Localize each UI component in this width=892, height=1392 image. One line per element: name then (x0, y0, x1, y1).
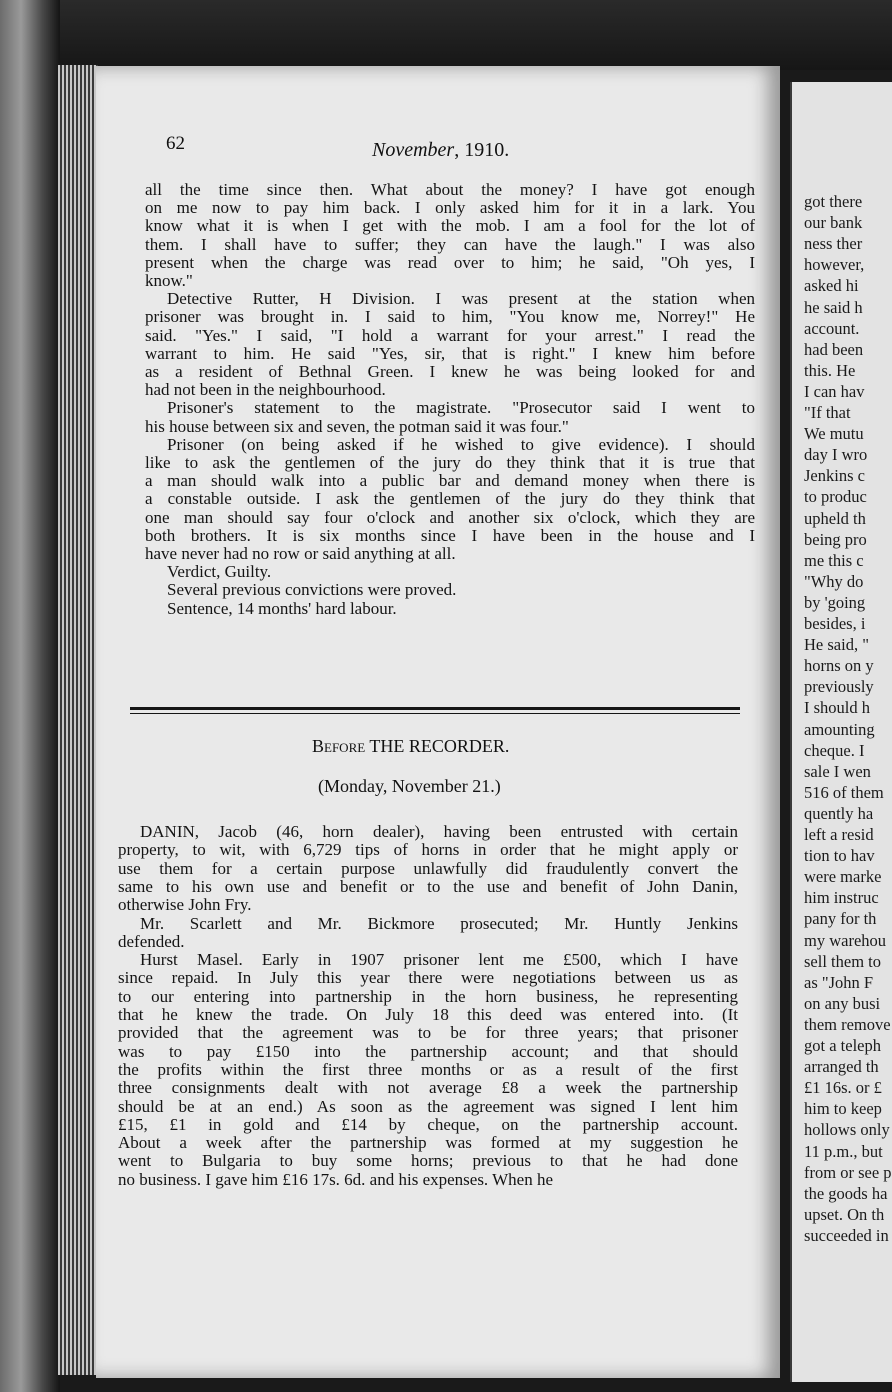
top-line: Verdict, Guilty. (167, 562, 272, 582)
scan-left-border (0, 0, 60, 1392)
section-heading (312, 736, 509, 757)
running-head (372, 139, 509, 162)
page-number: 62 (166, 133, 185, 154)
facing-page-line: him instruc (804, 888, 879, 908)
top-line: had not been in the neighbourhood. (145, 380, 386, 400)
bottom-line: the profits within the first three months or as a result of the first (118, 1059, 738, 1079)
top-line: both brothers. It is six months since I have been in the house and I (145, 525, 755, 545)
facing-page-line: sale I wen (804, 761, 871, 781)
facing-page-line: on any busi (804, 993, 881, 1013)
bottom-line: otherwise John Fry. (118, 895, 252, 915)
facing-page-line: £1 16s. or £ (804, 1078, 882, 1098)
facing-page-line: them remove (804, 1014, 891, 1034)
top-line: like to ask the gentlemen of the jury do they think that it is true that (145, 453, 755, 472)
top-line: know what it is when I get with the mob. I am a fool for the lot of (145, 216, 755, 236)
facing-page-line: pany for th (804, 909, 877, 929)
top-line: prisoner was brought in. I said to him, "You know me, Norrey!" He (145, 307, 755, 327)
facing-page-line: "Why do (804, 571, 864, 591)
facing-page-line: tion to hav (804, 846, 875, 866)
top-line: Detective Rutter, H Division. I was present at the station when (167, 289, 755, 309)
scan-top-border (0, 0, 892, 70)
facing-page-line: cheque. I (804, 740, 865, 760)
facing-page-line: left a resid (804, 825, 874, 844)
top-line: them. I shall have to suffer; they can have the laugh." I was also (145, 234, 755, 254)
facing-page-line: He said, " (804, 635, 869, 655)
bottom-line: no business. I gave him £16 17s. 6d. and his expenses. When he (118, 1169, 554, 1189)
facing-page-line: sell them to (804, 951, 881, 971)
bottom-line: £15, £1 in gold and £14 by cheque, on the partnership account. (118, 1114, 738, 1134)
bottom-line: to our entering into partnership in the horn business, he representing (118, 986, 738, 1006)
facing-page-line: hollows only (804, 1120, 890, 1140)
top-line: a man should walk into a public bar and demand money when there is (145, 471, 755, 491)
facing-page-line: the goods ha (804, 1183, 888, 1203)
top-line: on me now to pay him back. I only asked him for it in a lark. You (145, 198, 755, 218)
section-rule-thin (130, 713, 740, 714)
facing-page-line: We mutu (804, 424, 864, 444)
section-rule-thick (130, 707, 740, 710)
top-line: Prisoner's statement to the magistrate. "Prosecutor said I went to (167, 398, 755, 418)
bottom-line: defended. (118, 931, 185, 951)
top-line: present when the charge was read over to him; he said, "Oh yes, I (145, 252, 755, 272)
running-head-year: , 1910. (454, 139, 510, 161)
facing-page-line: quently ha (804, 803, 874, 823)
bottom-line: provided that the agreement was to be for three years; that prisoner (118, 1023, 738, 1043)
facing-page-line: previously (804, 677, 874, 697)
top-line: Several previous convictions were proved. (167, 580, 457, 600)
facing-page-line: had been (804, 339, 864, 359)
facing-page-line: from or see p (804, 1162, 892, 1182)
facing-page-line: this. He (804, 360, 856, 380)
top-line: a constable outside. I ask the gentlemen of the jury do they think that (145, 489, 755, 509)
bottom-line: DANIN, Jacob (46, horn dealer), having been entrusted with certain (140, 822, 738, 841)
bottom-line: About a week after the partnership was formed at my suggestion he (118, 1133, 738, 1153)
bottom-line: Mr. Scarlett and Mr. Bickmore prosecuted; Mr. Huntly Jenkins (140, 913, 738, 933)
facing-page-line: got a teleph (804, 1036, 881, 1055)
facing-page-line: our bank (804, 213, 863, 233)
facing-page-line: by 'going (804, 592, 866, 612)
top-line: warrant to him. He said "Yes, sir, that is right." I knew him before (145, 343, 755, 363)
facing-page-line: amounting (804, 719, 875, 739)
facing-page-line: asked hi (804, 276, 859, 296)
bottom-line: property, to wit, with 6,729 tips of horns in order that he might apply or (118, 840, 738, 860)
facing-page-line: day I wro (804, 445, 868, 465)
facing-page-line: I can hav (804, 381, 865, 401)
facing-page-line: him to keep (804, 1099, 882, 1119)
facing-page-line: got there (804, 192, 863, 211)
bottom-line: same to his own use and benefit or to the use and benefit of John Danin, (118, 876, 738, 896)
section-heading-before: Before (312, 736, 366, 756)
bottom-line: use them for a certain purpose unlawfully did fraudulently convert the (118, 858, 738, 878)
top-line: one man should say four o'clock and another six o'clock, which they are (145, 507, 755, 527)
facing-page-line: however, (804, 255, 865, 275)
facing-page-line: my warehou (804, 930, 887, 950)
facing-page-line: to produc (804, 487, 867, 507)
top-line: know." (145, 271, 193, 290)
running-head-month: November (372, 139, 455, 161)
facing-page-line: were marke (804, 867, 882, 887)
facing-page-line: account. (804, 318, 860, 338)
section-heading-title: THE RECORDER. (369, 736, 510, 756)
facing-page-line: Jenkins c (804, 466, 865, 486)
bottom-line: three consignments dealt with not average £8 a week the partnership (118, 1078, 738, 1098)
facing-page-line: 11 p.m., but (804, 1141, 883, 1161)
facing-page-line: horns on y (804, 656, 874, 676)
top-line: as a resident of Bethnal Green. I knew he was being looked for and (145, 362, 755, 381)
facing-page-line: 516 of them (804, 782, 884, 802)
facing-page-line: upheld th (804, 508, 866, 528)
top-line: have never had no row or said anything at all. (145, 544, 456, 563)
facing-page-line: being pro (804, 529, 867, 549)
bottom-line: that he knew the trade. On July 18 this deed was entered into. (It (118, 1005, 738, 1024)
facing-page-line: arranged th (804, 1057, 879, 1077)
top-line: said. "Yes." I said, "I hold a warrant for your arrest." I read the (145, 325, 755, 345)
facing-page-line: ness ther (804, 234, 863, 254)
facing-page-line: as "John F (804, 972, 874, 992)
bottom-line: Hurst Masel. Early in 1907 prisoner lent me £500, which I have (140, 950, 738, 970)
bottom-line: since repaid. In July this year there were negotiations between us as (118, 968, 738, 988)
bottom-line: should be at an end.) As soon as the agreement was signed I lent him (118, 1096, 738, 1116)
top-line: all the time since then. What about the money? I have got enough (145, 180, 755, 199)
bottom-line: went to Bulgaria to buy some horns; previous to that he had done (118, 1151, 738, 1171)
facing-page (790, 82, 892, 1382)
facing-page-line: besides, i (804, 614, 866, 633)
top-line: Prisoner (on being asked if he wished to give evidence). I should (167, 434, 755, 454)
facing-page-line: he said h (804, 297, 863, 317)
top-line: his house between six and seven, the potman said it was four." (145, 416, 569, 436)
bottom-line: was to pay £150 into the partnership account; and that should (118, 1041, 738, 1061)
facing-page-line: me this c (804, 550, 864, 570)
section-date: (Monday, November 21.) (318, 776, 501, 796)
facing-page-line: I should h (804, 698, 870, 718)
top-line: Sentence, 14 months' hard labour. (167, 598, 397, 618)
page-edge-stack (58, 65, 98, 1375)
facing-page-line: succeeded in (804, 1225, 889, 1245)
facing-page-line: "If that (804, 403, 851, 422)
facing-page-line: upset. On th (804, 1204, 885, 1224)
